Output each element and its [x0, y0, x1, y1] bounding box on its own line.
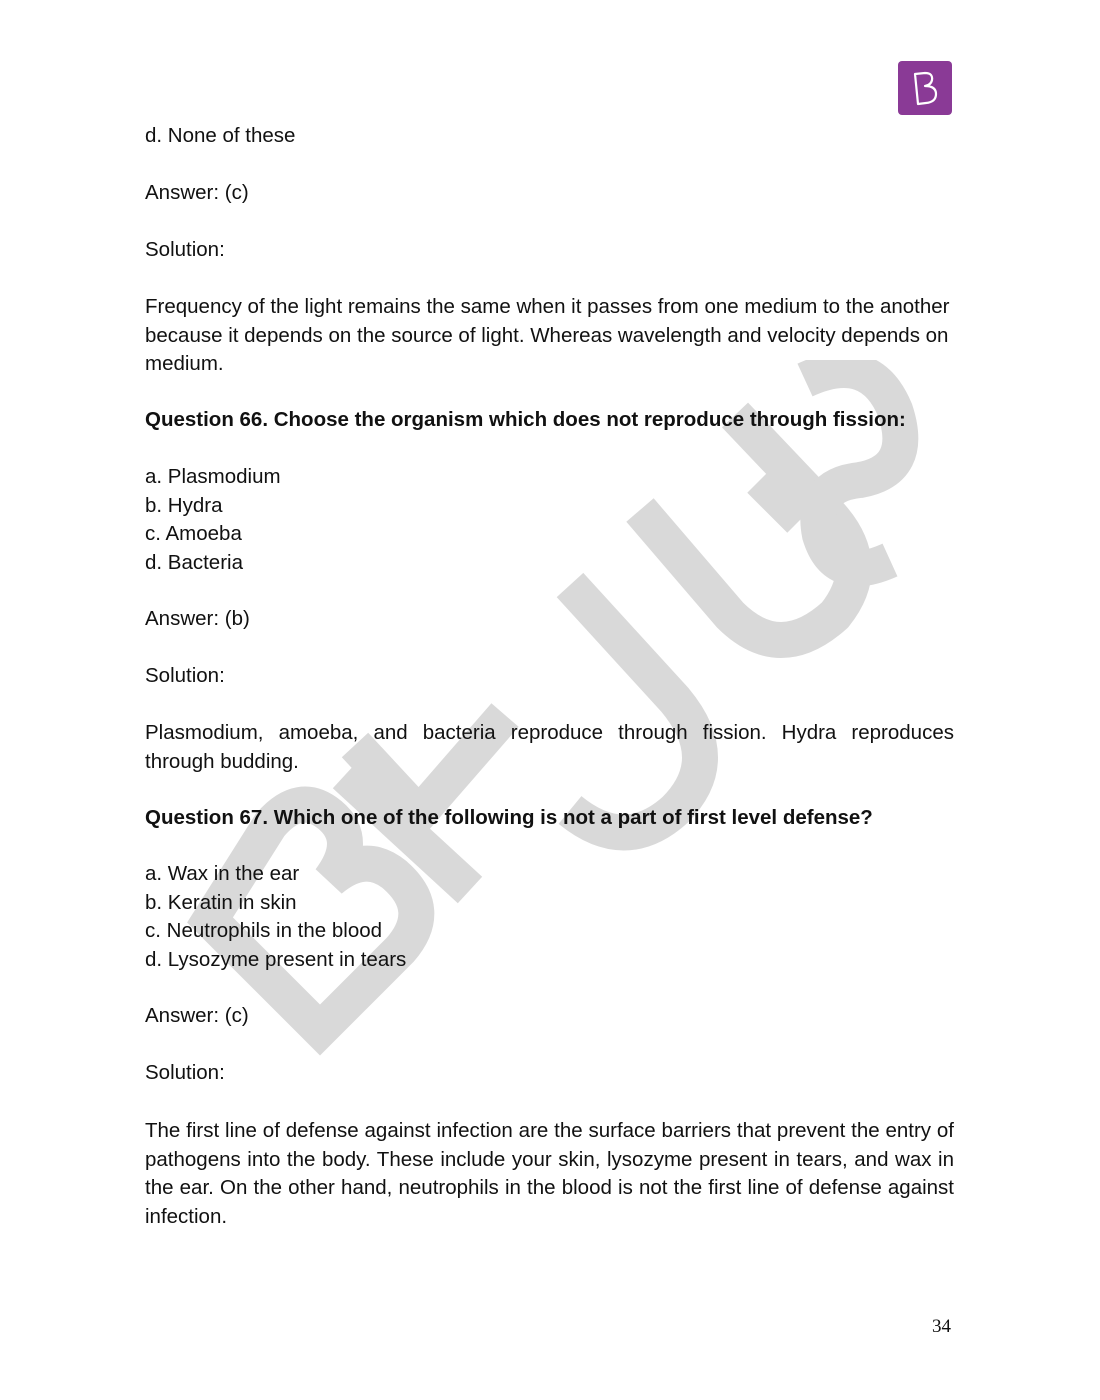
answer-previous: Answer: (c)	[145, 181, 249, 204]
question-66-option-c: c. Amoeba	[145, 522, 242, 545]
question-67-option-a: a. Wax in the ear	[145, 862, 300, 885]
question-67-options	[145, 860, 954, 974]
question-66-option-a: a. Plasmodium	[145, 465, 281, 488]
question-67-option-d: d. Lysozyme present in tears	[145, 947, 407, 971]
question-67-answer: Answer: (c)	[145, 1004, 249, 1027]
question-66-option-d: d. Bacteria	[145, 550, 243, 574]
solution-label-previous: Solution:	[145, 238, 225, 261]
page-number: 34	[932, 1316, 951, 1337]
question-66-options	[145, 463, 954, 577]
question-67-option-b: b. Keratin in skin	[145, 890, 297, 914]
b-letter-icon	[907, 69, 943, 107]
question-66-option-b: b. Hydra	[145, 493, 223, 517]
question-67-option-c: c. Neutrophils in the blood	[145, 919, 383, 942]
question-66-solution-label: Solution:	[145, 664, 225, 687]
question-67-solution-label: Solution:	[145, 1061, 225, 1084]
question-66-title: Question 66. Choose the organism which does not reproduce through fission:	[145, 408, 906, 431]
solution-text-previous: Frequency of the light remains the same when it passes from one medium to the another because it depends on the source of light. Whereas wavelength and velocity depends on medium.	[145, 295, 950, 375]
question-66-answer: Answer: (b)	[145, 607, 250, 630]
question-66-solution-text: Plasmodium, amoeba, and bacteria reproduce through fission. Hydra reproduces through budding.	[145, 721, 954, 773]
question-67-title: Question 67. Which one of the following is not a part of first level defense?	[145, 806, 873, 829]
option-d-previous: d. None of these	[145, 124, 296, 147]
byjus-logo	[898, 61, 952, 115]
question-67-solution-text: The first line of defense against infection are the surface barriers that prevent the entry of pathogens into the body. These include your skin, lysozyme present in tears, and wax in the ear. On the other hand, neutrophils in the blood is not the first line of defense against infection.	[145, 1119, 954, 1228]
